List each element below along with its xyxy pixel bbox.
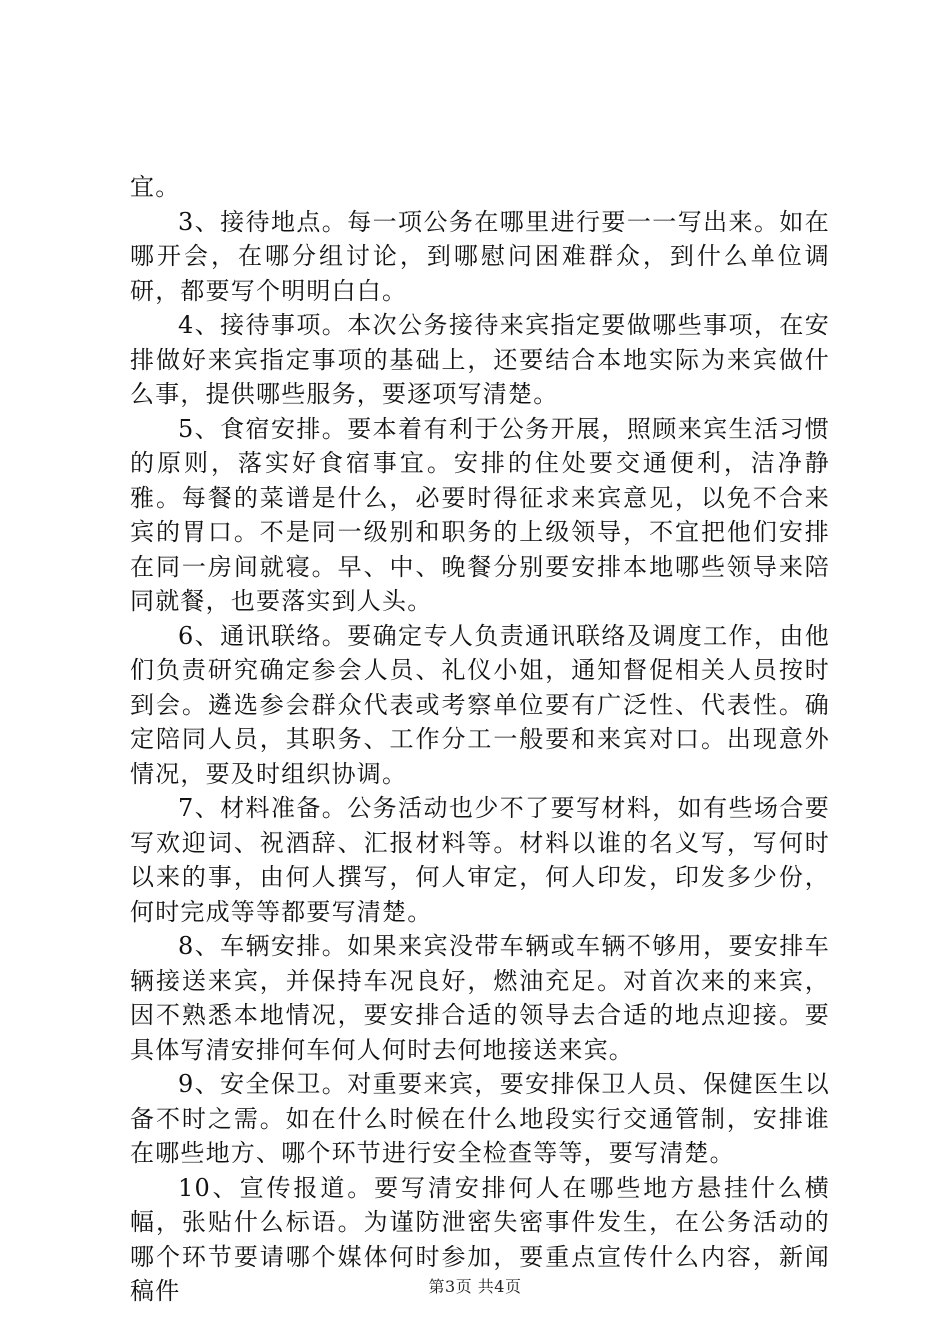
document-body [130,170,830,1309]
paragraph-reception-location: 3、接待地点。每一项公务在哪里进行要一一写出来。如在哪开会，在哪分组讨论，到哪慰问困难群众，到什么单位调研，都要写个明明白白。 [130,207,830,305]
paragraph-materials: 7、材料准备。公务活动也少不了要写材料，如有些场合要写欢迎词、祝酒辞、汇报材料等。材料以谁的名义写，写何时以来的事，由何人撰写，何人审定，何人印发，印发多少份，何时完成等等都要写清楚。 [130,794,830,926]
paragraph-vehicles: 8、车辆安排。如果来宾没带车辆或车辆不够用，要安排车辆接送来宾，并保持车况良好，燃油充足。对首次来的来宾，因不熟悉本地情况，要安排合适的领导去合适的地点迎接。要具体写清安排何车何人何时去何地接送来宾。 [130,932,830,1064]
paragraph-security: 9、安全保卫。对重要来宾，要安排保卫人员、保健医生以备不时之需。如在什么时候在什么地段实行交通管制，安排谁在哪些地方、哪个环节进行安全检查等等，要写清楚。 [130,1070,830,1167]
paragraph-food-lodging: 5、食宿安排。要本着有利于公务开展，照顾来宾生活习惯的原则，落实好食宿事宜。安排的住处要交通便利，洁净静雅。每餐的菜谱是什么，必要时得征求来宾意见，以免不合来宾的胃口。不是同一级别和职务的上级领导，不宜把他们安排在同一房间就寝。早、中、晚餐分别要安排本地哪些领导来陪同就餐，也要落实到人头。 [130,414,830,615]
page-number-footer: 第3页 共4页 [428,1277,522,1296]
paragraph-reception-matters: 4、接待事项。本次公务接待来宾指定要做哪些事项，在安排做好来宾指定事项的基础上，还要结合本地实际为来宾做什么事，提供哪些服务，要逐项写清楚。 [130,311,830,408]
paragraph-publicity: 10、宣传报道。要写清安排何人在哪些地方悬挂什么横幅，张贴什么标语。为谨防泄密失密事件发生，在公务活动的哪个环节要请哪个媒体何时参加，要重点宣传什么内容，新闻稿件 [130,1173,830,1305]
paragraph-continuation: 宜。 [130,173,181,201]
paragraph-communication: 6、通讯联络。要确定专人负责通讯联络及调度工作，由他们负责研究确定参会人员、礼仪小姐，通知督促相关人员按时到会。遴选参会群众代表或考察单位要有广泛性、代表性。确定陪同人员，其职务、工作分工一般要和来宾对口。出现意外情况，要及时组织协调。 [130,621,830,788]
